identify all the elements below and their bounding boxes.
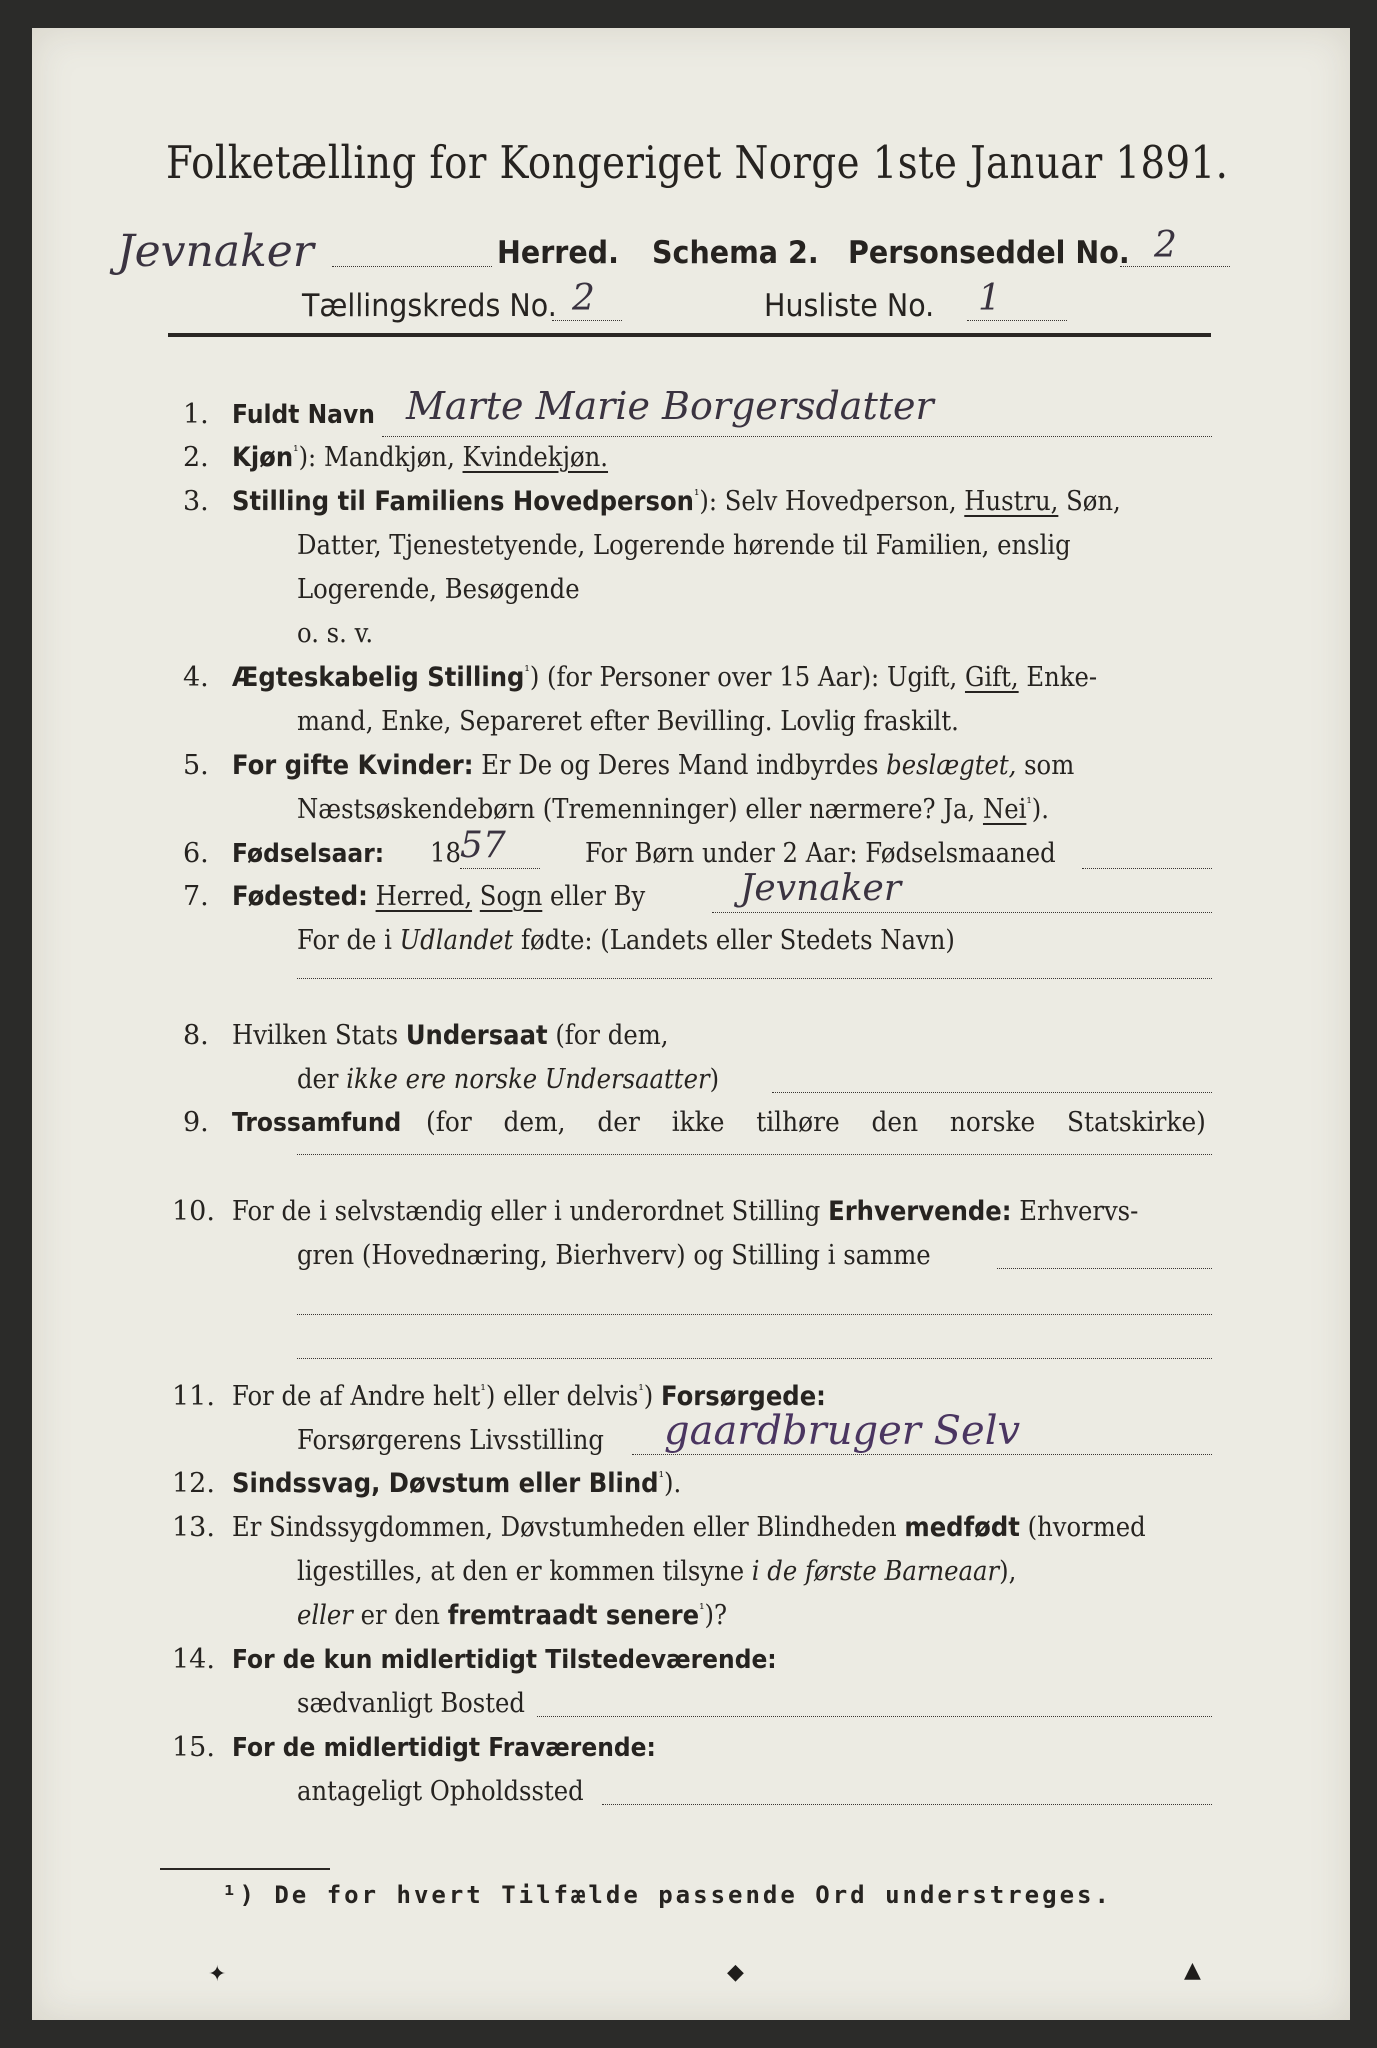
item-13-line-3 (297, 1600, 727, 1631)
item-13-line3b: )? (704, 1600, 728, 1631)
footnote-rule (160, 1868, 330, 1870)
item-3-rest1: ): Selv Hovedperson, (699, 486, 965, 517)
item-13-line1a: Er Sindssygdommen, Døvstumheden eller Blindheden (232, 1512, 905, 1543)
scan-mark-center: ◆ (727, 1960, 744, 1985)
item-7-line-2 (297, 925, 955, 956)
item-7-label: Fødested: (232, 881, 368, 912)
husliste-dotted-line (967, 320, 1067, 321)
item-7-rest: eller By (542, 881, 646, 912)
kreds-label: Tællingskreds No. (302, 288, 557, 324)
item-11-sup-2: ¹ (638, 1381, 644, 1399)
item-5-sup: ¹ (1026, 794, 1032, 812)
item-3-line-2: Datter, Tjenestetyende, Logerende hørende til Familien, enslig (297, 530, 1071, 561)
item-13-line-1 (232, 1512, 1146, 1543)
item-15-line-2: antageligt Opholdssted (297, 1776, 584, 1807)
item-7-number: 7. (183, 881, 209, 912)
item-12-text (232, 1468, 681, 1499)
item-14-line-2: sædvanligt Bosted (297, 1688, 525, 1719)
item-5-rest1: Er De og Deres Mand indbyrdes (473, 750, 887, 781)
item-5-number: 5. (183, 750, 209, 781)
sogn-underlined: Sogn (479, 881, 543, 912)
census-form-page (32, 28, 1350, 2020)
item-4-line-2: mand, Enke, Separeret efter Bevilling. Lovlig fraskilt. (297, 706, 959, 737)
footnote-text: ¹) De for hvert Tilfælde passende Ord understreges. (222, 1881, 1112, 1909)
item-2-label: Kjøn (232, 442, 294, 473)
item-15-label: For de midlertidigt Fraværende: (232, 1733, 656, 1763)
item-4-sup: ¹ (524, 662, 530, 680)
birth-year-dotted-line (460, 868, 540, 869)
item-2-number: 2. (183, 442, 209, 473)
item-13-number: 13. (172, 1512, 215, 1543)
item-15-number: 15. (172, 1732, 215, 1763)
item-11-line1a: For de af Andre helt (232, 1381, 481, 1412)
herred-handwritten: Jevnaker (117, 226, 314, 277)
item-13-bold-3: fremtraadt senere (447, 1600, 700, 1631)
item-11-number: 11. (172, 1381, 215, 1412)
item-11-dotted-line (632, 1454, 1212, 1455)
header-rule (168, 333, 1211, 337)
item-10-bold: Erhvervende: (828, 1196, 1012, 1227)
item-12-number: 12. (172, 1468, 215, 1499)
nei-underlined: Nei (982, 794, 1027, 825)
item-9-number: 9. (183, 1107, 209, 1138)
item-13-line1b: (hvormed (1019, 1512, 1146, 1543)
item-5-rest2: som (1016, 750, 1075, 781)
kvindekjon-underlined: Kvindekjøn. (462, 442, 609, 473)
item-3-line-4: o. s. v. (297, 618, 374, 649)
personseddel-number: 2 (1154, 225, 1177, 266)
herred-underlined: Herred, (375, 881, 473, 912)
item-4-rest2: Enke- (1018, 662, 1098, 693)
gift-underlined: Gift, (964, 662, 1019, 693)
item-8-bold: Undersaat (405, 1020, 548, 1051)
item-11-line1c: ) (643, 1381, 661, 1412)
item-11-sup-1: ¹ (480, 1381, 486, 1399)
item-10-line-1 (232, 1196, 1138, 1227)
item-11-line-2: Forsørgerens Livsstilling (297, 1425, 604, 1456)
item-4-label: Ægteskabelig Stilling (232, 662, 525, 693)
item-3-label: Stilling til Familiens Hovedperson (232, 486, 694, 517)
item-7-line2b: fødte: (Landets eller Stedets Navn) (513, 925, 955, 956)
item-11-line1b: ) eller delvis (485, 1381, 639, 1412)
item-5-italic: beslægtet, (886, 750, 1017, 781)
item-2-sup: ¹ (293, 442, 299, 460)
item-15-dotted-line (602, 1804, 1212, 1805)
item-8-line-1 (232, 1020, 668, 1051)
husliste-number: 1 (978, 278, 1001, 319)
item-4-line-1 (232, 662, 1097, 693)
item-10-blank-line-2 (297, 1358, 1212, 1359)
item-5-line2a: Næstsøskendebørn (Tremenninger) eller nærmere? Ja, (297, 794, 983, 825)
item-10-line1a: For de i selvstændig eller i underordnet Stilling (232, 1196, 829, 1227)
item-3-line-1 (232, 486, 1121, 517)
birth-year-handwritten: 57 (460, 825, 506, 866)
personseddel-dotted-line (1120, 266, 1230, 267)
item-11-bold: Forsørgede: (660, 1381, 826, 1412)
item-5-line-1 (232, 750, 1074, 781)
item-13-line3a: er den (352, 1600, 448, 1631)
item-7-line-1 (232, 881, 645, 912)
item-1-number: 1. (183, 399, 209, 430)
item-8-dotted-line (772, 1092, 1212, 1093)
birth-year-prefix: 18 (430, 838, 461, 869)
item-9-blank-line (297, 1154, 1212, 1155)
item-9-label: Trossamfund (232, 1108, 402, 1138)
item-6-label: Fødselsaar: (232, 839, 385, 869)
item-5-label: For gifte Kvinder: (232, 750, 474, 781)
item-12-rest: ). (664, 1468, 682, 1499)
item-1-label: Fuldt Navn (232, 400, 375, 430)
item-8-number: 8. (183, 1020, 209, 1051)
kreds-dotted-line (552, 320, 622, 321)
item-13-line2a: ligestilles, at den er kommen tilsyne (297, 1556, 752, 1587)
schema-label: Schema 2. (652, 235, 819, 271)
item-4-rest1: ) (for Personer over 15 Aar): Ugift, (529, 662, 965, 693)
hustru-underlined: Hustru, (964, 486, 1059, 517)
item-13-line-2 (297, 1556, 1016, 1587)
item-2-text (232, 442, 608, 473)
item-4-number: 4. (183, 662, 209, 693)
item-7-line2a: For de i (297, 925, 400, 956)
item-5-line-2 (297, 794, 1049, 825)
item-14-label: For de kun midlertidigt Tilstedeværende: (232, 1645, 777, 1675)
scan-mark-left: ✦ (208, 1962, 227, 1987)
item-13-sup: ¹ (699, 1600, 705, 1618)
item-5-line2b: ). (1031, 794, 1050, 825)
item-7-blank-line (297, 978, 1212, 979)
personseddel-label: Personseddel No. (848, 235, 1130, 271)
full-name-handwritten: Marte Marie Borgersdatter (406, 384, 934, 428)
item-12-sup: ¹ (658, 1468, 664, 1486)
item-13-italic-2: i de første Barneaar (751, 1556, 1000, 1587)
item-6-number: 6. (183, 838, 209, 869)
item-10-blank-line-1 (297, 1314, 1212, 1315)
item-3-number: 3. (183, 486, 209, 517)
item-12-label: Sindssvag, Døvstum eller Blind (232, 1468, 659, 1499)
kreds-number: 2 (572, 278, 595, 319)
provider-occupation-handwritten: gaardbruger Selv (664, 1408, 1021, 1454)
item-6-rest: For Børn under 2 Aar: Fødselsmaaned (585, 838, 1056, 869)
item-8-line1: Hvilken Stats (232, 1020, 406, 1051)
item-10-number: 10. (172, 1196, 215, 1227)
item-8-line2b: ) (709, 1064, 720, 1095)
item-14-number: 14. (172, 1644, 215, 1675)
item-10-line1b: Erhvervs- (1011, 1196, 1139, 1227)
item-3-rest2: Søn, (1058, 486, 1121, 517)
birthplace-handwritten: Jevnaker (740, 868, 902, 909)
form-title: Folketælling for Kongeriget Norge 1ste Januar 1891. (166, 136, 1229, 189)
item-1-dotted-line (382, 436, 1212, 437)
item-6-dotted-line (1082, 868, 1212, 869)
item-8-line1b: (for dem, (547, 1020, 669, 1051)
item-13-bold: medfødt (904, 1512, 1020, 1543)
item-8-italic: ikke ere norske Undersaatter (346, 1064, 710, 1095)
item-10-line-2: gren (Hovednæring, Bierhverv) og Stilling i samme (297, 1240, 931, 1271)
item-7-italic: Udlandet (399, 925, 514, 956)
item-13-line2b: ), (999, 1556, 1017, 1587)
herred-dotted-line (332, 266, 492, 267)
item-2-rest: ): Mandkjøn, (298, 442, 463, 473)
item-8-line2a: der (297, 1064, 347, 1095)
item-8-line-2 (297, 1064, 719, 1095)
husliste-label: Husliste No. (764, 288, 935, 324)
scan-mark-right: ▲ (1184, 1958, 1201, 1983)
item-3-line-3: Logerende, Besøgende (297, 574, 580, 605)
item-7-dotted-line (712, 912, 1212, 913)
item-13-italic-3: eller (297, 1600, 353, 1631)
herred-label: Herred. (497, 235, 619, 271)
item-14-dotted-line (537, 1716, 1212, 1717)
item-9-rest: (for dem, der ikke tilhøre den norske Statskirke) (426, 1107, 1206, 1138)
item-3-sup: ¹ (693, 486, 700, 504)
item-10-dotted-line (997, 1268, 1212, 1269)
